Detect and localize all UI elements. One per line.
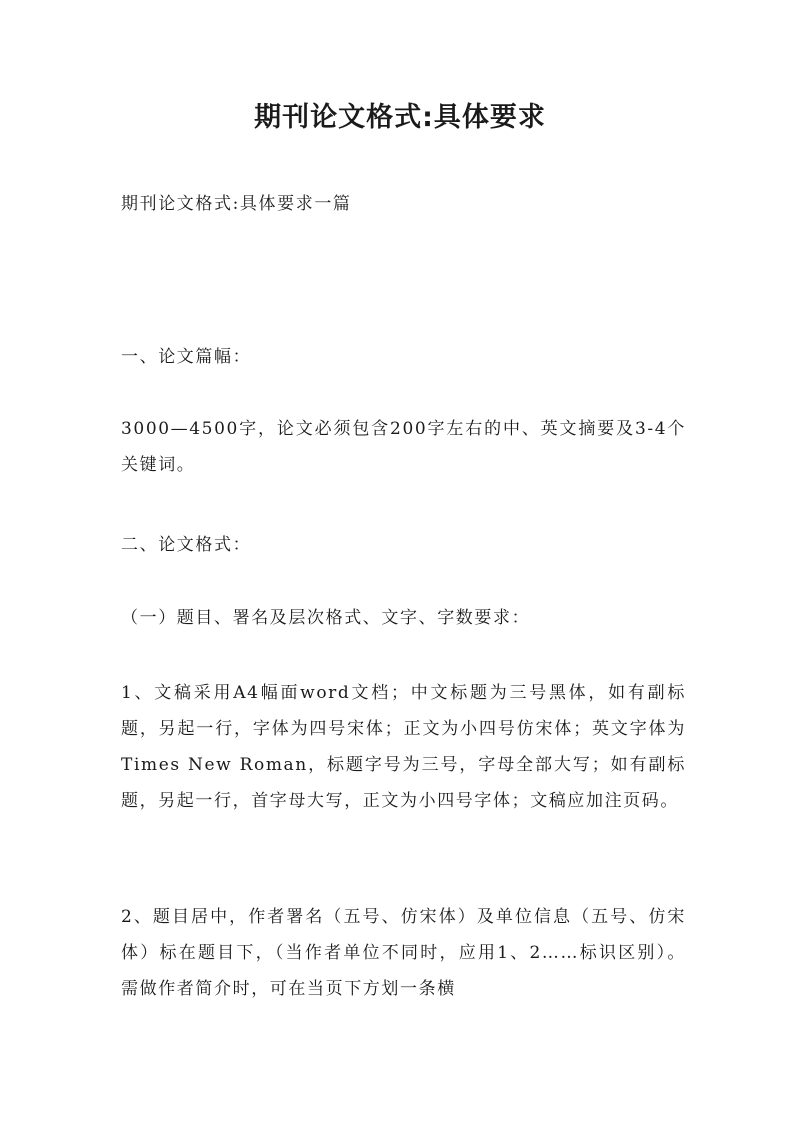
document-subtitle: 期刊论文格式:具体要求一篇 xyxy=(121,194,352,214)
section-heading-format: 二、论文格式： xyxy=(121,535,252,555)
paragraph-item-1: 1、文稿采用A4幅面word文档；中文标题为三号黑体，如有副标题，另起一行，字体为四号宋体；正文为小四号仿宋体；英文字体为Times New Roman，标题字号为三号，字母全部大写；如有副标题，另起一行，首字母大写，正文为小四号字体；文稿应加注页码。 xyxy=(121,683,686,811)
document-title: 期刊论文格式:具体要求 xyxy=(254,102,546,133)
subsection-heading-title-format: （一）题目、署名及层次格式、文字、字数要求： xyxy=(121,608,531,628)
section-heading-length: 一、论文篇幅： xyxy=(121,347,252,367)
paragraph-length-requirement: 3000—4500字，论文必须包含200字左右的中、英文摘要及3-4个关键词。 xyxy=(121,419,686,475)
paragraph-item-2: 2、题目居中，作者署名（五号、仿宋体）及单位信息（五号、仿宋体）标在题目下，（当作者单位不同时，应用1、2……标识区别）。需做作者简介时，可在当页下方划一条横 xyxy=(121,907,686,999)
